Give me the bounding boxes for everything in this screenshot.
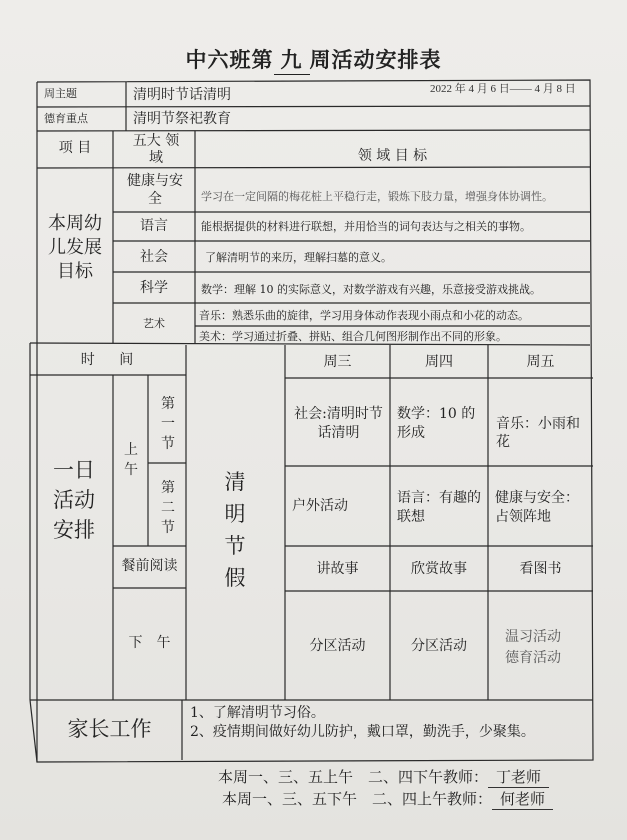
goal-art-crafts: 美术：学习通过折叠、拼贴、组合几何图形制作出不同的形象。 bbox=[199, 330, 507, 343]
pm-wed: 分区活动 bbox=[309, 638, 366, 654]
teacher-1-schedule: 本周一、三、五上午 二、四下午教师： bbox=[218, 768, 489, 786]
area-art: 艺术 bbox=[143, 317, 165, 330]
header-area-goals: 领 域 目 标 bbox=[357, 148, 428, 164]
p1-wed: 社会:清明时节话清明 bbox=[294, 406, 383, 441]
parent-label: 家长工作 bbox=[67, 717, 152, 741]
goal-health: 学习在一定间隔的梅花桩上平稳行走，锻炼下肢力量，增强身体协调性。 bbox=[201, 190, 553, 203]
moral-label: 德育重点 bbox=[44, 112, 88, 125]
teacher-2-name: 何老师 bbox=[492, 788, 553, 810]
goal-social: 了解清明节的来历，理解扫墓的意义。 bbox=[205, 251, 392, 264]
day-thu: 周四 bbox=[425, 354, 453, 370]
goal-language: 能根据提供的材料进行联想，并用恰当的词句表达与之相关的事物。 bbox=[201, 220, 531, 233]
p1-thu: 数学：10 的形成 bbox=[397, 406, 476, 441]
pre-meal-label: 餐前阅读 bbox=[121, 558, 178, 574]
day-fri: 周五 bbox=[526, 354, 555, 370]
reading-fri: 看图书 bbox=[519, 561, 562, 577]
period-1-label: 第一节 bbox=[161, 396, 175, 452]
p2-fri: 健康与安全：占领阵地 bbox=[495, 490, 579, 525]
teacher-line-2 bbox=[222, 788, 553, 810]
pm-thu: 分区活动 bbox=[411, 638, 467, 654]
header-five-areas: 五大 领 域 bbox=[132, 133, 180, 166]
pm-fri-moral: 德育活动 bbox=[505, 650, 561, 666]
morning-label: 上午 bbox=[124, 442, 138, 478]
pm-fri-review: 温习活动 bbox=[505, 629, 561, 645]
title-prefix: 中六班第 bbox=[185, 48, 274, 72]
theme-value: 清明时节话清明 bbox=[133, 87, 231, 103]
daily-label: 一日活动安排 bbox=[53, 458, 95, 542]
p2-wed: 户外活动 bbox=[292, 498, 348, 514]
goal-science: 数学：理解 10 的实际意义，对数学游戏有兴趣，乐意接受游戏挑战。 bbox=[201, 283, 541, 296]
area-health: 健康与安全 bbox=[127, 173, 183, 207]
title-suffix: 周活动安排表 bbox=[309, 48, 442, 72]
afternoon-label: 下 午 bbox=[128, 635, 171, 651]
reading-wed: 讲故事 bbox=[316, 561, 359, 577]
teacher-1-name: 丁老师 bbox=[488, 766, 549, 788]
time-label: 时 间 bbox=[80, 352, 136, 368]
area-science: 科学 bbox=[140, 280, 168, 296]
p2-thu: 语言：有趣的联想 bbox=[397, 490, 481, 525]
header-item: 项 目 bbox=[58, 140, 92, 156]
moral-value: 清明节祭祀教育 bbox=[133, 111, 231, 127]
p1-fri: 音乐：小雨和花 bbox=[496, 416, 580, 450]
teacher-line-1 bbox=[218, 766, 549, 788]
week-number: 九 bbox=[274, 44, 310, 75]
holiday-label: 清明节假 bbox=[224, 470, 246, 590]
parent-item-2: 2、疫情期间做好幼儿防护，戴口罩，勤洗手，少聚集。 bbox=[190, 724, 535, 740]
teacher-2-schedule: 本周一、三、五下午 二、四上午教师： bbox=[222, 790, 493, 808]
goal-art-music: 音乐：熟悉乐曲的旋律，学习用身体动作表现小雨点和小花的动态。 bbox=[199, 309, 529, 322]
parent-item-1: 1、了解清明节习俗。 bbox=[190, 705, 325, 721]
area-social: 社会 bbox=[140, 249, 168, 265]
goals-label: 本周幼儿发展目标 bbox=[48, 213, 102, 282]
day-wed: 周三 bbox=[323, 354, 352, 370]
theme-label: 周主题 bbox=[44, 87, 77, 100]
period-2-label: 第二节 bbox=[161, 480, 175, 536]
area-language: 语言 bbox=[140, 218, 168, 234]
reading-thu: 欣赏故事 bbox=[411, 561, 467, 577]
page-title bbox=[0, 44, 627, 75]
date-range: 2022 年 4 月 6 日—— 4 月 8 日 bbox=[430, 83, 576, 95]
